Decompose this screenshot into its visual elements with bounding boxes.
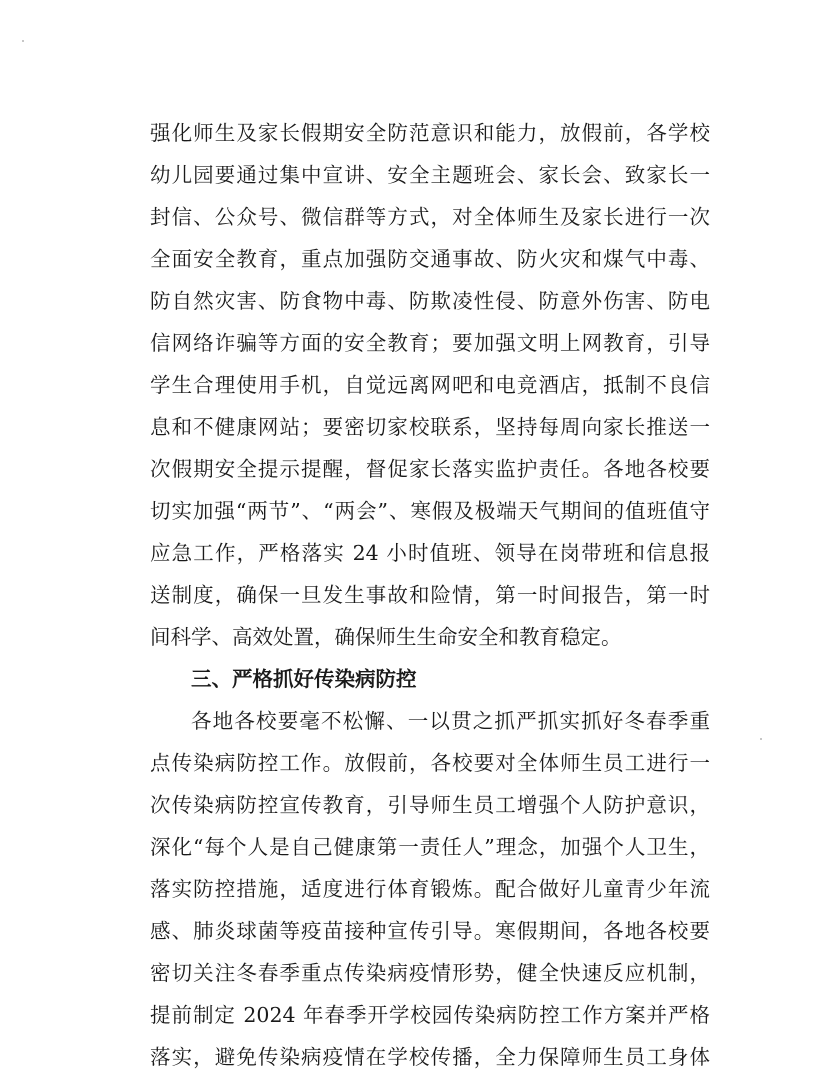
text-line: 各地各校要毫不松懈、一以贯之抓严抓实抓好冬春季重: [191, 709, 710, 733]
text-line: 送制度，确保一旦发生事故和险情，第一时间报告，第一时: [150, 583, 710, 607]
text-line: 深化“每个人是自己健康第一责任人”理念，加强个人卫生，: [150, 835, 710, 859]
text-line: 信网络诈骗等方面的安全教育；要加强文明上网教育，引导: [150, 331, 710, 355]
paragraph-disease-control: [150, 700, 710, 1078]
text-line: 落实防控措施，适度进行体育锻炼。配合做好儿童青少年流: [150, 877, 710, 901]
text-line: 息和不健康网站；要密切家校联系，坚持每周向家长推送一: [150, 415, 710, 439]
section-heading: 三、严格抓好传染病防控: [191, 667, 417, 691]
text-line: 全面安全教育，重点加强防交通事故、防火灾和煤气中毒、: [150, 247, 710, 271]
scan-speck: [22, 40, 24, 42]
text-line: 感、肺炎球菌等疫苗接种宣传引导。寒假期间，各地各校要: [150, 919, 710, 943]
text-line: 强化师生及家长假期安全防范意识和能力，放假前，各学校: [150, 121, 710, 145]
text-line: 点传染病防控工作。放假前，各校要对全体师生员工进行一: [150, 751, 710, 775]
text-line: 封信、公众号、微信群等方式，对全体师生及家长进行一次: [150, 205, 710, 229]
text-line: 幼儿园要通过集中宣讲、安全主题班会、家长会、致家长一: [150, 163, 710, 187]
text-line: 学生合理使用手机，自觉远离网吧和电竞酒店，抵制不良信: [150, 373, 710, 397]
text-line: 密切关注冬春季重点传染病疫情形势，健全快速反应机制，: [150, 961, 710, 985]
scan-speck: [760, 738, 762, 740]
text-line: 切实加强“两节”、“两会”、寒假及极端天气期间的值班值守: [150, 499, 710, 523]
text-line: 间科学、高效处置，确保师生生命安全和教育稳定。: [150, 625, 622, 649]
text-line: 提前制定 2024 年春季开学校园传染病防控工作方案并严格: [150, 1003, 710, 1027]
text-line: 落实，避免传染病疫情在学校传播，全力保障师生员工身体: [150, 1045, 710, 1069]
paragraph-safety-education: [150, 112, 710, 658]
text-line: 次假期安全提示提醒，督促家长落实监护责任。各地各校要: [150, 457, 710, 481]
document-body: [150, 112, 710, 1078]
text-line: 应急工作，严格落实 24 小时值班、领导在岗带班和信息报: [150, 541, 710, 565]
text-line: 防自然灾害、防食物中毒、防欺凌性侵、防意外伤害、防电: [150, 289, 710, 313]
text-line: 次传染病防控宣传教育，引导师生员工增强个人防护意识，: [150, 793, 710, 817]
